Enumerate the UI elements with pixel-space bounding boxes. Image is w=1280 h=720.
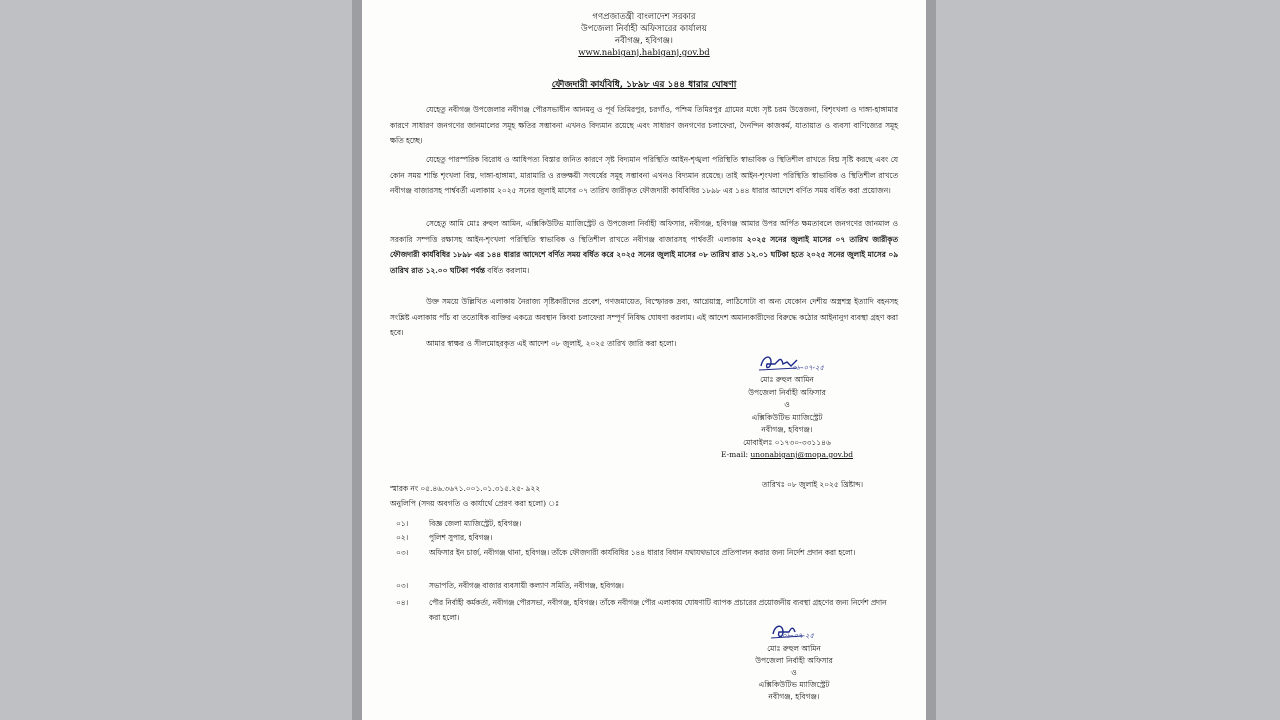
paragraph-3-highlight: ২০২৫ সনের জুলাই মাসের ০৭ তারিখ জারীকৃত ফৌজদারী কার্যবিধির ১৮৯৮ এর ১৪৪ ধারার আদেশে বর্ণিত সময় বর্ধিত করে ২০২৫ সনের জুলাই মাসের ০৮ তারিখ রাত ১২.০১ ঘটিকা হতে ২০২৫ সনের জুলাই মাসের ০৯ তারিখ রাত ১২.০০ ঘটিকা পর্যন্ত <box>390 234 899 275</box>
document-page <box>362 0 926 720</box>
letterhead-government: গণপ্রজাতন্ত্রী বাংলাদেশ সরকার <box>592 12 696 22</box>
paragraph-3-intro: সেহেতু আমি মোঃ রুহুল আমিন, এক্সিকিউটিভ ম্যাজিস্ট্রেট ও উপজেলা নির্বাহী অফিসার, নবীগঞ্জ, হবিগঞ্জ আমার উপর অর্পিত ক্ষমতাবলে জনগণের জানমাল ও সরকারি সম্পত্তি রক্ষাসহ আইন-শৃংখলা পরিস্থিতি স্বাভাবিক ও স্থিতিশীল রাখতে নবীগঞ্জ বাজারসহ পার্শ্ববর্তী এলাকায় <box>390 219 898 244</box>
copy-item-text: পৌর নির্বাহী কর্মকর্তা, নবীগঞ্জ পৌরসভা, নবীগঞ্জ, হবিগঞ্জ। তাঁকে নবীগঞ্জ পৌর এলাকায় ঘোষণাটি ব্যাপক প্রচারের প্রয়োজনীয় ব্যবস্থা গ্রহণের জন্য নির্দেশ প্রদান করা হলো। <box>429 598 887 622</box>
signatory-2-place: নবীগঞ্জ, হবিগঞ্জ। <box>768 692 820 701</box>
copy-item-number: ০৪। <box>396 598 409 607</box>
copy-item-number: ০৩। <box>396 581 409 590</box>
paragraph-1: যেহেতু নবীগঞ্জ উপজেলার নবীগঞ্জ পৌরসভাধীন আনমনু ও পূর্ব তিমিরপুর, চরগাঁও, পশ্চিম তিমিরপুর গ্রামের মধ্যে সৃষ্ট চরম উত্তেজনা, বিশৃংখলা ও দাঙ্গা-হাঙ্গামার কারণে সাধারণ জনগণের জানমালের সমূহ ক্ষতির সম্ভাবনা এখনও বিদ্যমান রয়েছে এবং সাধারণ জনগণের চলাফেরা, দৈনন্দিন কাজকর্ম, যাতায়াত ও ব্যবসা বাণিজ্যের সমূহ ক্ষতি হচ্ছে। <box>390 105 898 145</box>
signature-2-date: ০৮-০৭-২৫ <box>782 632 815 640</box>
copy-item <box>390 530 898 545</box>
signatory-2-designation-2: এক্সিকিউটিভ ম্যাজিস্ট্রেট <box>758 680 830 689</box>
letterhead-location: নবীগঞ্জ, হবিগঞ্জ। <box>615 36 673 46</box>
signatory-designation: উপজেলা নির্বাহী অফিসার <box>748 387 826 397</box>
paragraph-3-end: বর্ধিত করলাম। <box>484 265 530 275</box>
email-link[interactable]: unonabiganj@mopa.gov.bd <box>750 450 853 459</box>
signature-1-date: ০৮-০৭-২৫ <box>792 364 825 372</box>
signatory-mobile: মোবাইলঃ ০১৭৩০-৩৩১১৪৬ <box>743 437 831 447</box>
document-title-text: ফৌজদারী কার্যবিধি, ১৮৯৮ এর ১৪৪ ধারার ঘোষণা <box>551 80 737 90</box>
paragraph-4: উক্ত সময়ে উল্লিখিত এলাকায় নৈরাজ্য সৃষ্টিকারীদের প্রবেশ, গণজমায়েত, বিস্ফোরক দ্রব্য, আগ্নেয়াস্ত্র, লাঠিসোটা বা অন্য যেকোন দেশীয় অস্ত্রশস্ত্র ইত্যাদি বহনসহ সংশ্লিষ্ট এলাকায় পাঁচ বা ততোধিক ব্যক্তির একত্রে অবস্থান কিংবা চলাফেরা সম্পূর্ণ নিষিদ্ধ ঘোষণা করলাম। এই আদেশ অমান্যকারীদের বিরুদ্ধে কঠোর আইনানুগ ব্যবস্থা গ্রহণ করা হবে। <box>390 297 898 337</box>
paragraph-2: যেহেতু পারস্পরিক বিরোধ ও আধিপত্য বিস্তার জনিত কারণে সৃষ্ট বিদ্যমান পরিস্থিতি আইন-শৃঙ্খলা পরিস্থিতি স্বাভাবিক ও স্থিতিশীল রাখতে বিঘ্ন সৃষ্টি করছে এবং যে কোন সময় শান্তি শৃংখলা বিঘ্ন, দাঙ্গা-হাঙ্গামা, মারামারি ও রক্তক্ষয়ী সংঘর্ষের সমূহ সম্ভাবনা এখনও বিদ্যমান রয়েছে। তাই আইন-শৃংখলা পরিস্থিতি স্বাভাবিক ও স্থিতিশীল রাখতে নবীগঞ্জ বাজারসহ পার্শ্ববর্তী এলাকায় ২০২৫ সনের জুলাই মাসের ০৭ তারিখ জারীকৃত ফৌজদারী কার্যবিধির ১৮৯৮ এর ১৪৪ ধারার আদেশে বর্ণিত সময় বর্ধিত করা প্রয়োজন। <box>390 155 898 195</box>
signatory-place: নবীগঞ্জ, হবিগঞ্জ। <box>761 425 813 434</box>
paragraph-3 <box>390 216 898 278</box>
signatory-conjunction: ও <box>784 400 790 409</box>
copy-item-number: ০১। <box>396 519 409 528</box>
memo-number: স্মারক নং ০৫.৪৬.৩৬৭১.০০১.০১.৩১৫.২৫- ৯২২ <box>390 484 541 493</box>
email-label: E-mail: <box>721 450 749 459</box>
copy-item-text: অফিসার ইন চার্জ, নবীগঞ্জ থানা, হবিগঞ্জ। তাঁকে ফৌজদারী কার্যবিধির ১৪৪ ধারার বিধান যথাযথভাবে প্রতিপালন করার জন্য নির্দেশ প্রদান করা হলো। <box>429 548 856 557</box>
copy-item <box>390 516 898 531</box>
viewer-left-border <box>352 0 362 720</box>
copy-item <box>390 578 898 593</box>
signatory-email-line <box>702 449 872 462</box>
letterhead <box>362 11 926 59</box>
copy-item <box>390 545 898 575</box>
signatory-2-conjunction: ও <box>791 668 797 677</box>
signature-block-1 <box>702 374 872 462</box>
viewer-right-border <box>926 0 936 720</box>
signatory-designation-2: এক্সিকিউটিভ ম্যাজিস্ট্রেট <box>751 412 823 422</box>
letterhead-office: উপজেলা নির্বাহী অফিসারের কার্যালয় <box>581 24 707 34</box>
memo-date: তারিখঃ ০৮ জুলাই ২০২৫ খ্রিষ্টাব্দ। <box>762 480 863 489</box>
copy-item-text: সভাপতি, নবীগঞ্জ বাজার ব্যবসায়ী কল্যাণ সমিতি, নবীগঞ্জ, হবিগঞ্জ। <box>429 581 624 590</box>
signature-block-2 <box>714 643 874 703</box>
signatory-2-designation: উপজেলা নির্বাহী অফিসার <box>755 656 833 665</box>
copy-item-text: বিজ্ঞ জেলা ম্যাজিস্ট্রেট, হবিগঞ্জ। <box>429 519 522 528</box>
signatory-2-name: মোঃ রুহুল আমিন <box>767 644 821 653</box>
copy-item-number: ০৩। <box>396 548 409 557</box>
copy-item-text: পুলিশ সুপার, হবিগঞ্জ। <box>429 533 493 542</box>
copies-heading: অনুলিপি (সদয় অবগতি ও কার্যার্থে প্রেরণ করা হলো) ঃ <box>390 499 560 508</box>
letterhead-website-link[interactable]: www.nabiganj.habiganj.gov.bd <box>578 48 710 58</box>
paragraph-5: আমার স্বাক্ষর ও সীলমোহরকৃত এই আদেশ ০৮ জুলাই, ২০২৫ তারিখ জারি করা হলো। <box>426 339 677 348</box>
copy-item-number: ০২। <box>396 533 409 542</box>
document-title <box>362 79 926 91</box>
signatory-name: মোঃ রুহুল আমিন <box>760 375 814 384</box>
